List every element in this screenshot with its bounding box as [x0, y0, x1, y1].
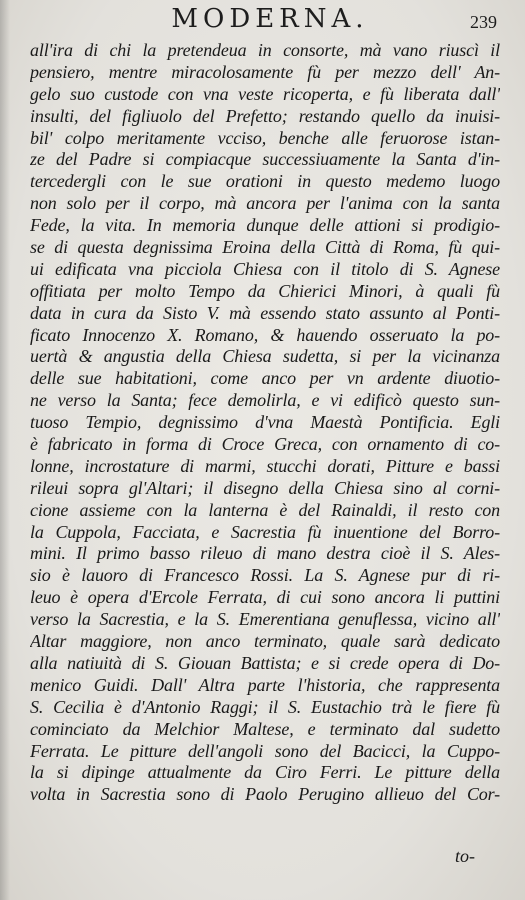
text-line: tercedergli con le sue orationi in questo medemo luogo: [30, 171, 500, 192]
text-line: non solo per il corpo, mà ancora per l'anima con la santa: [30, 193, 500, 214]
text-line: alla natiuità di S. Giouan Battista; e si crede opera di Do-: [30, 652, 500, 673]
text-line: mini. Il primo basso rileuo di mano destra cioè il S. Ales-: [30, 543, 500, 564]
catchword: to-: [455, 846, 475, 866]
text-line: verso la Sacrestia, e la S. Emerentiana genuflessa, vicino all': [30, 609, 500, 630]
text-line: rileui sopra gl'Altari; il disegno della Chiesa sino al corni-: [30, 477, 500, 498]
text-line: è fabricato in forma di Croce Greca, con ornamento di co-: [30, 434, 500, 455]
page-number: 239: [470, 12, 497, 32]
text-line: pensiero, mentre miracolosamente fù per mezzo dell' An-: [30, 61, 500, 82]
text-line: Ferrata. Le pitture dell'angoli sono del Bacicci, la Cuppo-: [30, 740, 500, 761]
running-head: [0, 4, 525, 44]
text-line: S. Cecilia è d'Antonio Raggi; il S. Eustachio trà le fiere fù: [30, 696, 500, 717]
text-line: menico Guidi. Dall' Altra parte l'historia, che rappresenta: [30, 674, 500, 695]
text-line: delle sue habitationi, come anco per vn ardente diuotio-: [30, 368, 500, 389]
text-line: insulti, del figliuolo del Prefetto; restando quello da inuisi-: [30, 105, 500, 126]
text-line: gelo suo custode con vna veste ricoperta, e fù liberata dall': [30, 83, 500, 104]
text-line: ne verso la Santa; fece demolirla, e vi edificò questo sun-: [30, 390, 500, 411]
text-line: sio è lauoro di Francesco Rossi. La S. Agnese pur di ri-: [30, 565, 500, 586]
text-line: Altar maggiore, non anco terminato, quale sarà dedicato: [30, 631, 500, 652]
text-line: offitiata per molto Tempo da Chierici Minori, à quali fù: [30, 280, 500, 301]
text-line: all'ira di chi la pretendeua in consorte, mà vano riuscì il: [30, 40, 500, 60]
body-text: [30, 40, 500, 806]
text-line: ficato Innocenzo X. Romano, & hauendo osseruato la po-: [30, 324, 500, 345]
text-line: ui edificata vna picciola Chiesa con il titolo di S. Agnese: [30, 258, 500, 279]
text-line: se di questa degnissima Eroina della Città di Roma, fù qui-: [30, 237, 500, 258]
gutter-shadow: [0, 0, 10, 900]
text-line: ze del Padre si compiacque successiuamente la Santa d'in-: [30, 149, 500, 170]
text-line: volta in Sacrestia sono di Paolo Perugino allieuo del Cor-: [30, 784, 500, 805]
text-line: la Cuppola, Facciata, e Sacrestia fù inuentione del Borro-: [30, 521, 500, 542]
text-line: tuoso Tempio, degnissimo d'vna Maestà Pontificia. Egli: [30, 412, 500, 433]
running-title: MODERNA.: [171, 4, 369, 34]
text-line: lonne, incrostature di marmi, stucchi dorati, Pitture e bassi: [30, 455, 500, 476]
text-line: uertà & angustia della Chiesa sudetta, si per la vicinanza: [30, 346, 500, 367]
text-line: Fede, la vita. In memoria dunque delle attioni si prodigio-: [30, 215, 500, 236]
text-line: data in cura da Sisto V. mà essendo stato assunto al Ponti-: [30, 302, 500, 323]
text-line: la si dipinge attualmente da Ciro Ferri. Le pitture della: [30, 762, 500, 783]
text-line: leuo è opera d'Ercole Ferrata, di cui sono ancora li puttini: [30, 587, 500, 608]
text-line: cione assieme con la lanterna è del Rainaldi, il resto con: [30, 499, 500, 520]
text-line: cominciato da Melchior Maltese, e terminato dal sudetto: [30, 718, 500, 739]
text-line: bil' colpo meritamente vcciso, benche alle feruorose istan-: [30, 127, 500, 148]
